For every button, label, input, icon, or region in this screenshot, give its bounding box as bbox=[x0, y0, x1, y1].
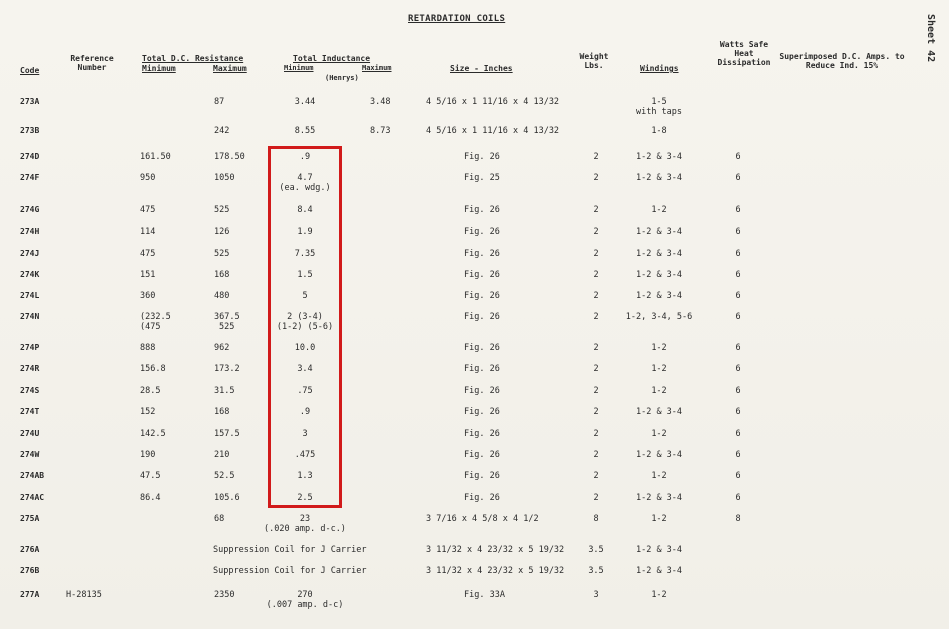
row-resistance-max: 168 bbox=[214, 407, 230, 417]
row-watts: 6 bbox=[735, 386, 741, 396]
row-weight: 2 bbox=[593, 205, 599, 215]
row-inductance-max: 8.73 bbox=[370, 126, 391, 136]
row-inductance-note: (ea. wdg.) bbox=[279, 183, 331, 193]
row-size: 4 5/16 x 1 11/16 x 4 13/32 bbox=[426, 97, 560, 107]
row-resistance-max: 962 bbox=[214, 343, 230, 353]
row-weight: 3 bbox=[593, 590, 599, 600]
row-code: 274T bbox=[20, 407, 40, 416]
row-watts: 8 bbox=[735, 514, 741, 524]
row-weight: 2 bbox=[593, 386, 599, 396]
row-size: Fig. 26 bbox=[464, 270, 500, 280]
row-code: 274P bbox=[20, 343, 40, 352]
row-code: 274W bbox=[20, 450, 40, 459]
row-code: 274N bbox=[20, 312, 40, 321]
row-size: Fig. 33A bbox=[464, 590, 505, 600]
row-windings: 1-2 bbox=[651, 364, 667, 374]
row-inductance-min: 1.9 bbox=[297, 227, 313, 237]
row-watts: 6 bbox=[735, 227, 741, 237]
row-windings: 1-2 & 3-4 bbox=[635, 493, 683, 503]
row-code: 274G bbox=[20, 205, 40, 214]
row-resistance-min: 152 bbox=[140, 407, 156, 417]
row-weight: 3.5 bbox=[588, 566, 604, 576]
row-resistance-min: 28.5 bbox=[140, 386, 161, 396]
row-resistance-max: 178.50 bbox=[214, 152, 245, 162]
row-resistance-min: 156.8 bbox=[140, 364, 166, 374]
header-total-inductance: Total Inductance bbox=[293, 54, 371, 63]
row-weight: 2 bbox=[593, 450, 599, 460]
row-watts: 6 bbox=[735, 493, 741, 503]
header-watts: Watts Safe Heat Dissipation bbox=[717, 40, 771, 67]
row-resistance-min: 475 bbox=[140, 249, 156, 259]
row-inductance-min: .9 bbox=[299, 407, 311, 417]
row-code: 274S bbox=[20, 386, 40, 395]
row-watts: 6 bbox=[735, 173, 741, 183]
row-watts: 6 bbox=[735, 407, 741, 417]
row-weight: 2 bbox=[593, 407, 599, 417]
row-resistance-min: 190 bbox=[140, 450, 156, 460]
row-resistance-min: 151 bbox=[140, 270, 156, 280]
row-windings: 1-2 bbox=[651, 343, 667, 353]
row-windings: 1-5 bbox=[651, 97, 667, 107]
row-inductance-note: (1-2) (5-6) bbox=[276, 322, 334, 332]
row-watts: 6 bbox=[735, 152, 741, 162]
row-code: 273A bbox=[20, 97, 40, 106]
header-henrys: (Henrys) bbox=[325, 74, 359, 82]
row-weight: 2 bbox=[593, 493, 599, 503]
row-resistance-min: (232.5 bbox=[140, 312, 171, 322]
row-inductance-min: .475 bbox=[294, 450, 316, 460]
row-inductance-min: 7.35 bbox=[294, 249, 316, 259]
row-watts: 6 bbox=[735, 270, 741, 280]
sheet-number: Sheet 42 bbox=[925, 14, 936, 63]
row-size: Fig. 26 bbox=[464, 407, 500, 417]
row-size: 3 11/32 x 4 23/32 x 5 19/32 bbox=[426, 566, 565, 576]
row-windings: 1-2 & 3-4 bbox=[635, 152, 683, 162]
row-resistance-max: 31.5 bbox=[214, 386, 235, 396]
row-windings: 1-2, 3-4, 5-6 bbox=[625, 312, 693, 322]
row-inductance-min: 4.7 bbox=[297, 173, 313, 183]
row-code: 274L bbox=[20, 291, 40, 300]
inductance-highlight-box bbox=[268, 146, 342, 508]
row-weight: 2 bbox=[593, 249, 599, 259]
row-weight: 2 bbox=[593, 152, 599, 162]
page-title: RETARDATION COILS bbox=[408, 14, 506, 24]
row-inductance-min: 5 bbox=[302, 291, 308, 301]
row-resistance-max: 52.5 bbox=[214, 471, 235, 481]
row-watts: 6 bbox=[735, 450, 741, 460]
row-resistance-min: 888 bbox=[140, 343, 156, 353]
row-description: Suppression Coil for J Carrier bbox=[213, 566, 367, 576]
row-resistance-min: 161.50 bbox=[140, 152, 171, 162]
row-inductance-min: .9 bbox=[299, 152, 311, 162]
row-windings: 1-2 & 3-4 bbox=[635, 450, 683, 460]
row-resistance-min: (475 bbox=[140, 322, 161, 332]
row-windings-note: with taps bbox=[635, 107, 683, 117]
row-resistance-min: 950 bbox=[140, 173, 156, 183]
row-resistance-max: 105.6 bbox=[214, 493, 240, 503]
row-inductance-min: 3.4 bbox=[297, 364, 313, 374]
row-resistance-max: 87 bbox=[214, 97, 225, 107]
row-windings: 1-2 & 3-4 bbox=[635, 545, 683, 555]
row-weight: 2 bbox=[593, 291, 599, 301]
row-inductance-min: 2 (3-4) bbox=[287, 312, 323, 322]
row-inductance-note: (.007 amp. d-c) bbox=[266, 600, 344, 610]
row-windings: 1-2 & 3-4 bbox=[635, 227, 683, 237]
row-size: Fig. 26 bbox=[464, 312, 500, 322]
row-code: 276B bbox=[20, 566, 40, 575]
row-watts: 6 bbox=[735, 312, 741, 322]
row-reference-number: H-28135 bbox=[66, 590, 102, 600]
row-resistance-max: 210 bbox=[214, 450, 230, 460]
row-weight: 3.5 bbox=[588, 545, 604, 555]
row-resistance-max: 480 bbox=[214, 291, 230, 301]
row-resistance-min: 142.5 bbox=[140, 429, 166, 439]
row-inductance-min: 23 bbox=[299, 514, 311, 524]
row-weight: 2 bbox=[593, 343, 599, 353]
row-resistance-max: 173.2 bbox=[214, 364, 240, 374]
row-size: Fig. 26 bbox=[464, 450, 500, 460]
row-inductance-min: 8.55 bbox=[294, 126, 316, 136]
row-inductance-min: 270 bbox=[297, 590, 313, 600]
header-code: Code bbox=[20, 66, 40, 75]
row-resistance-max: 525 bbox=[214, 249, 230, 259]
row-code: 274J bbox=[20, 249, 40, 258]
row-resistance-max: 68 bbox=[214, 514, 225, 524]
row-windings: 1-8 bbox=[651, 126, 667, 136]
header-inductance-minimum: Minimum bbox=[284, 64, 314, 72]
row-watts: 6 bbox=[735, 343, 741, 353]
row-size: Fig. 26 bbox=[464, 227, 500, 237]
row-size: Fig. 26 bbox=[464, 249, 500, 259]
header-resistance-maximum: Maximum bbox=[213, 64, 247, 73]
row-windings: 1-2 & 3-4 bbox=[635, 407, 683, 417]
row-inductance-min: 10.0 bbox=[294, 343, 316, 353]
row-size: Fig. 26 bbox=[464, 343, 500, 353]
row-inductance-min: 8.4 bbox=[297, 205, 313, 215]
row-size: Fig. 26 bbox=[464, 386, 500, 396]
row-size: Fig. 26 bbox=[464, 493, 500, 503]
row-inductance-min: 1.3 bbox=[297, 471, 313, 481]
row-code: 275A bbox=[20, 514, 40, 523]
row-watts: 6 bbox=[735, 205, 741, 215]
row-weight: 2 bbox=[593, 270, 599, 280]
row-size: Fig. 26 bbox=[464, 205, 500, 215]
row-windings: 1-2 & 3-4 bbox=[635, 173, 683, 183]
row-resistance-max: 126 bbox=[214, 227, 230, 237]
row-windings: 1-2 bbox=[651, 471, 667, 481]
row-weight: 2 bbox=[593, 312, 599, 322]
row-windings: 1-2 bbox=[651, 386, 667, 396]
row-code: 274U bbox=[20, 429, 40, 438]
row-windings: 1-2 bbox=[651, 590, 667, 600]
row-code: 274AC bbox=[20, 493, 45, 502]
row-code: 274AB bbox=[20, 471, 45, 480]
row-resistance-max: 2350 bbox=[214, 590, 235, 600]
row-inductance-min: 1.5 bbox=[297, 270, 313, 280]
header-inductance-maximum: Maximum bbox=[362, 64, 392, 72]
row-size: Fig. 26 bbox=[464, 291, 500, 301]
row-resistance-max: 242 bbox=[214, 126, 230, 136]
row-size: 3 7/16 x 4 5/8 x 4 1/2 bbox=[426, 514, 539, 524]
row-resistance-min: 360 bbox=[140, 291, 156, 301]
row-size: Fig. 26 bbox=[464, 429, 500, 439]
header-resistance-minimum: Minimum bbox=[142, 64, 176, 73]
header-reference-number: Reference Number bbox=[70, 54, 114, 72]
row-resistance-max: 1050 bbox=[214, 173, 235, 183]
row-windings: 1-2 bbox=[651, 514, 667, 524]
row-weight: 2 bbox=[593, 227, 599, 237]
row-weight: 2 bbox=[593, 364, 599, 374]
row-code: 276A bbox=[20, 545, 40, 554]
row-resistance-max: 168 bbox=[214, 270, 230, 280]
row-size: Fig. 26 bbox=[464, 152, 500, 162]
row-size: Fig. 26 bbox=[464, 364, 500, 374]
row-weight: 2 bbox=[593, 429, 599, 439]
header-superimposed: Superimposed D.C. Amps. to Reduce Ind. 15% bbox=[779, 52, 905, 70]
row-resistance-max: 367.5 bbox=[214, 312, 240, 322]
header-weight: Weight Lbs. bbox=[579, 52, 609, 70]
row-inductance-min: 3 bbox=[302, 429, 308, 439]
row-weight: 2 bbox=[593, 471, 599, 481]
row-windings: 1-2 & 3-4 bbox=[635, 270, 683, 280]
row-inductance-note: (.020 amp. d-c.) bbox=[264, 524, 346, 534]
row-windings: 1-2 bbox=[651, 429, 667, 439]
row-windings: 1-2 & 3-4 bbox=[635, 291, 683, 301]
row-windings: 1-2 & 3-4 bbox=[635, 566, 683, 576]
row-watts: 6 bbox=[735, 291, 741, 301]
row-code: 277A bbox=[20, 590, 40, 599]
row-watts: 6 bbox=[735, 249, 741, 259]
row-resistance-min: 86.4 bbox=[140, 493, 161, 503]
header-total-dc-resistance: Total D.C. Resistance bbox=[142, 54, 244, 63]
row-size: Fig. 25 bbox=[464, 173, 500, 183]
row-inductance-min: 2.5 bbox=[297, 493, 313, 503]
row-code: 273B bbox=[20, 126, 40, 135]
row-watts: 6 bbox=[735, 364, 741, 374]
row-code: 274H bbox=[20, 227, 40, 236]
row-size: Fig. 26 bbox=[464, 471, 500, 481]
row-description: Suppression Coil for J Carrier bbox=[213, 545, 367, 555]
row-code: 274K bbox=[20, 270, 40, 279]
row-resistance-min: 47.5 bbox=[140, 471, 161, 481]
row-code: 274R bbox=[20, 364, 40, 373]
row-weight: 8 bbox=[593, 514, 599, 524]
row-windings: 1-2 & 3-4 bbox=[635, 249, 683, 259]
row-watts: 6 bbox=[735, 471, 741, 481]
row-windings: 1-2 bbox=[651, 205, 667, 215]
row-inductance-min: 3.44 bbox=[294, 97, 316, 107]
row-code: 274F bbox=[20, 173, 40, 182]
header-windings: Windings bbox=[640, 64, 679, 73]
row-resistance-min: 114 bbox=[140, 227, 156, 237]
row-watts: 6 bbox=[735, 429, 741, 439]
row-code: 274D bbox=[20, 152, 40, 161]
row-resistance-max: 525 bbox=[219, 322, 235, 332]
row-size: 4 5/16 x 1 11/16 x 4 13/32 bbox=[426, 126, 560, 136]
header-size: Size - Inches bbox=[450, 64, 513, 73]
row-resistance-min: 475 bbox=[140, 205, 156, 215]
row-resistance-max: 525 bbox=[214, 205, 230, 215]
row-inductance-min: .75 bbox=[297, 386, 313, 396]
row-weight: 2 bbox=[593, 173, 599, 183]
row-inductance-max: 3.48 bbox=[370, 97, 391, 107]
row-resistance-max: 157.5 bbox=[214, 429, 240, 439]
row-size: 3 11/32 x 4 23/32 x 5 19/32 bbox=[426, 545, 565, 555]
